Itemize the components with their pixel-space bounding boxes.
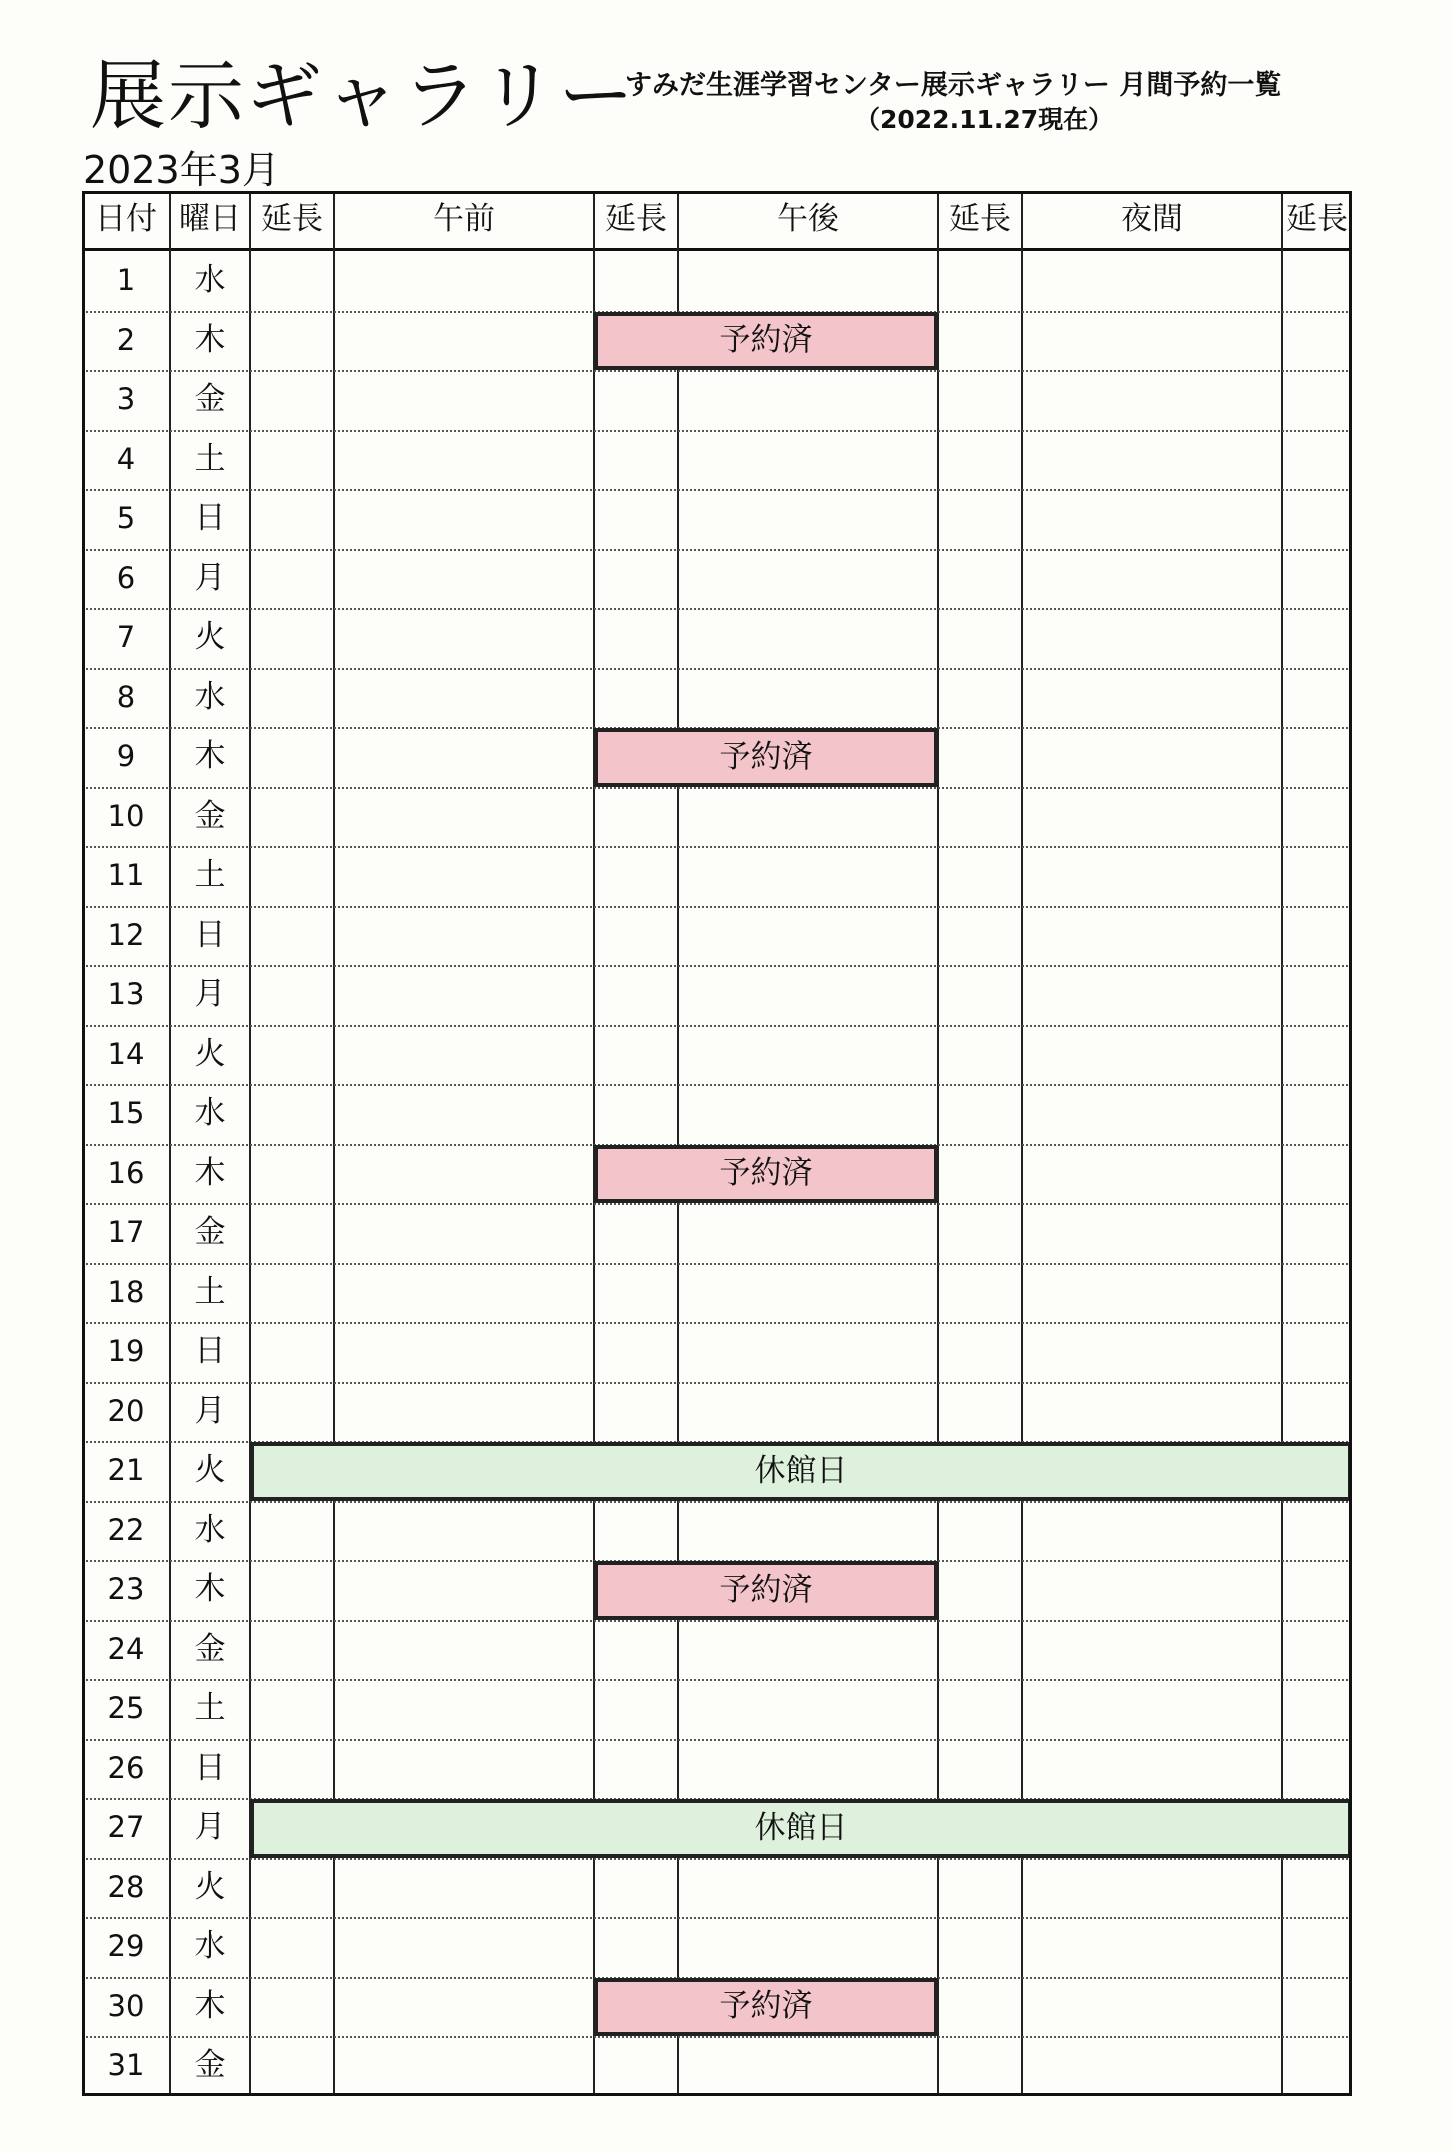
weekday-cell: 金 (194, 1214, 226, 1250)
date-cell: 12 (107, 917, 145, 952)
date-cell: 13 (107, 977, 145, 1011)
reserved-band: 予約済 (594, 1561, 938, 1620)
reservation-table (82, 191, 1352, 2096)
date-cell: 6 (116, 560, 136, 595)
date-cell: 5 (116, 501, 136, 535)
date-cell: 26 (107, 1750, 145, 1785)
weekday-cell: 火 (194, 1868, 226, 1905)
date-cell: 11 (107, 858, 145, 892)
weekday-cell: 水 (194, 1928, 226, 1964)
closed-day-band: 休館日 (250, 1799, 1352, 1858)
weekday-cell: 月 (194, 1809, 226, 1845)
date-cell: 29 (107, 1929, 145, 1963)
weekday-cell: 月 (194, 976, 226, 1012)
date-cell: 15 (107, 1096, 145, 1130)
column-header-morning: 午前 (334, 191, 594, 251)
date-cell: 2 (116, 322, 136, 357)
reserved-band: 予約済 (594, 1145, 938, 1204)
date-cell: 17 (107, 1215, 145, 1249)
date-cell: 1 (116, 263, 136, 297)
weekday-cell: 土 (194, 1690, 226, 1726)
weekday-cell: 日 (194, 1749, 226, 1786)
date-cell: 22 (107, 1512, 145, 1547)
reserved-band: 予約済 (594, 1978, 938, 2037)
weekday-cell: 火 (194, 619, 226, 655)
column-header-afternoon: 午後 (678, 191, 938, 251)
date-cell: 20 (107, 1393, 145, 1428)
date-cell: 25 (107, 1691, 145, 1725)
column-header-extension-1: 延長 (250, 191, 334, 251)
weekday-cell: 水 (194, 678, 226, 715)
date-cell: 4 (116, 441, 136, 476)
weekday-cell: 日 (194, 916, 226, 953)
weekday-cell: 金 (194, 381, 226, 417)
column-header-weekday: 曜日 (170, 191, 250, 251)
weekday-cell: 土 (194, 857, 226, 893)
date-cell: 24 (107, 1631, 145, 1666)
column-header-date: 日付 (82, 191, 170, 251)
weekday-cell: 水 (194, 1095, 226, 1131)
weekday-cell: 火 (194, 1452, 226, 1488)
date-cell: 7 (116, 620, 136, 654)
date-cell: 14 (107, 1036, 145, 1071)
reserved-band: 予約済 (594, 312, 938, 371)
weekday-cell: 金 (194, 797, 226, 834)
closed-day-band: 休館日 (250, 1442, 1352, 1501)
weekday-cell: 木 (194, 738, 226, 774)
weekday-cell: 木 (194, 321, 226, 358)
weekday-cell: 土 (194, 440, 226, 477)
status-bands (82, 191, 1352, 2096)
month-label: 2023年3月 (83, 148, 280, 192)
date-cell: 3 (116, 382, 136, 416)
weekday-cell: 金 (194, 1630, 226, 1667)
weekday-cell: 水 (194, 1511, 226, 1548)
date-cell: 8 (116, 679, 136, 714)
weekday-cell: 木 (194, 1987, 226, 2024)
date-cell: 31 (107, 2048, 145, 2082)
weekday-cell: 月 (194, 559, 226, 596)
document-subtitle: すみだ生涯学習センター展示ギャラリー 月間予約一覧 (625, 70, 1282, 101)
date-cell: 9 (116, 739, 136, 773)
column-header-extension-3: 延長 (938, 191, 1022, 251)
date-cell: 16 (107, 1155, 145, 1190)
date-cell: 23 (107, 1572, 145, 1606)
weekday-cell: 日 (194, 500, 226, 536)
weekday-cell: 金 (194, 2047, 226, 2083)
date-cell: 21 (107, 1453, 145, 1487)
column-header-extension-4: 延長 (1282, 191, 1352, 251)
date-cell: 30 (107, 1988, 145, 2023)
column-header-night: 夜間 (1022, 191, 1282, 251)
column-header-extension-2: 延長 (594, 191, 678, 251)
date-cell: 27 (107, 1810, 145, 1844)
weekday-cell: 火 (194, 1035, 226, 1072)
date-cell: 28 (107, 1869, 145, 1904)
weekday-cell: 月 (194, 1392, 226, 1429)
date-cell: 19 (107, 1334, 145, 1368)
page-title: 展示ギャラリー (90, 51, 636, 140)
weekday-cell: 土 (194, 1273, 226, 1310)
as-of-date: （2022.11.27現在） (855, 105, 1114, 134)
date-cell: 10 (107, 798, 145, 833)
weekday-cell: 水 (194, 262, 226, 298)
date-cell: 18 (107, 1274, 145, 1309)
weekday-cell: 木 (194, 1571, 226, 1607)
reserved-band: 予約済 (594, 728, 938, 787)
weekday-cell: 日 (194, 1333, 226, 1369)
weekday-cell: 木 (194, 1154, 226, 1191)
